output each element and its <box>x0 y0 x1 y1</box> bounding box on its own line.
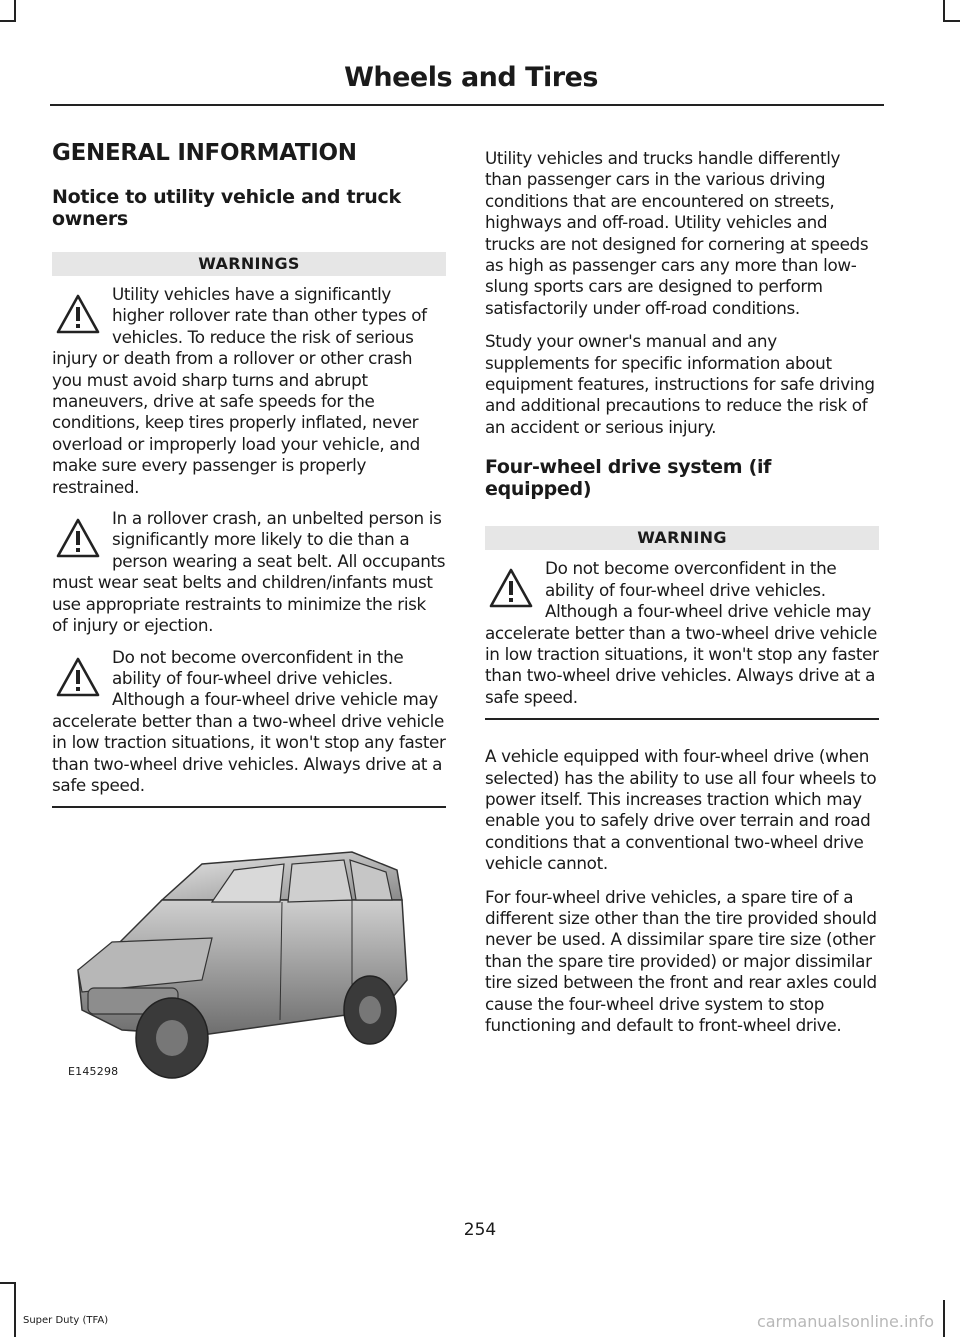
paragraph: Utility vehicles and trucks handle differently than passenger cars in the various driving conditions that are encountered on streets, highways and off-road. Utility vehicles and trucks are not designed for cornering at speeds as high as passenger cars any more than low-slung sports cars are designed to perform satisfactorily under off-road conditions. <box>485 148 869 318</box>
page-number: 254 <box>463 1220 497 1240</box>
subsection-heading: Four-wheel drive system (if equipped) <box>485 456 772 501</box>
section-heading: GENERAL INFORMATION <box>52 140 357 166</box>
warning-text: Do not become overconfident in the ability of four-wheel drive vehicles. Although a four-wheel drive vehicle may accelerate better than a two-wheel drive vehicle in low traction situations, it won't stop any faster than two-wheel drive vehicles. Always drive at a safe speed. <box>52 646 446 795</box>
warning-item <box>485 558 879 708</box>
warning-label: WARNING <box>485 526 879 550</box>
warning-text: Utility vehicles have a significantly higher rollover rate than other types of vehicles. To reduce the risk of serious injury or death from a rollover or other crash you must avoid sharp turns and abrupt maneuvers, drive at safe speeds for the conditions, keep tires properly inflated, never overload or improperly load your vehicle, and make sure every passenger is properly restrained. <box>52 284 427 497</box>
warning-item <box>52 284 446 498</box>
watermark: carmanualsonline.info <box>756 1312 934 1331</box>
crop-mark <box>943 1300 945 1337</box>
crop-mark <box>0 1282 16 1284</box>
warning-text: In a rollover crash, an unbelted person is significantly more likely to die than a person wearing a seat belt. All occupants must wear seat belts and children/infants must use appropriate restraints to minimize the risk of injury or ejection. <box>52 508 446 636</box>
crop-mark <box>14 0 16 22</box>
crop-mark <box>943 0 945 22</box>
paragraph: For four-wheel drive vehicles, a spare tire of a different size other than the tire provided should never be used. A dissimilar spare tire size (other than the spare tire provided) or major dissimilar tire sized between the front and rear axles could cause the four-wheel drive system to stop functioning and default to front-wheel drive. <box>485 886 877 1035</box>
right-column <box>485 148 879 1048</box>
warning-triangle-icon <box>52 288 104 348</box>
paragraph: A vehicle equipped with four-wheel drive (when selected) has the ability to use all four wheels to power itself. This increases traction which may enable you to safely drive over terrain and road conditions that a conventional two-wheel drive vehicle cannot. <box>485 746 877 874</box>
page-header-title: Wheels and Tires <box>344 62 598 93</box>
warning-item <box>52 508 446 636</box>
image-code: E145298 <box>68 1065 119 1079</box>
crop-mark <box>0 20 16 22</box>
left-column <box>52 140 446 1090</box>
warning-triangle-icon <box>485 562 537 622</box>
warning-triangle-icon <box>52 512 104 572</box>
footer-model: Super Duty (TFA) <box>23 1315 109 1326</box>
warning-item <box>52 647 446 797</box>
warning-end-rule <box>52 806 446 808</box>
header-rule <box>50 104 884 106</box>
vehicle-illustration <box>52 830 446 1090</box>
paragraph: Study your owner's manual and any supplements for specific information about equipment features, instructions for safe driving and additional precautions to reduce the risk of an accident or serious injury. <box>485 331 875 437</box>
warning-triangle-icon <box>52 651 104 711</box>
suv-illustration <box>52 830 446 1090</box>
warnings-label: WARNINGS <box>52 252 446 276</box>
subsection-heading: Notice to utility vehicle and truck owners <box>52 186 401 230</box>
crop-mark <box>14 1282 16 1337</box>
warning-text: Do not become overconfident in the ability of four-wheel drive vehicles. Although a four-wheel drive vehicle may accelerate better than a two-wheel drive vehicle in low traction situations, it won't stop any faster than two-wheel drive vehicles. Always drive at a safe speed. <box>485 558 879 707</box>
crop-mark <box>943 20 960 22</box>
warning-end-rule <box>485 718 879 720</box>
